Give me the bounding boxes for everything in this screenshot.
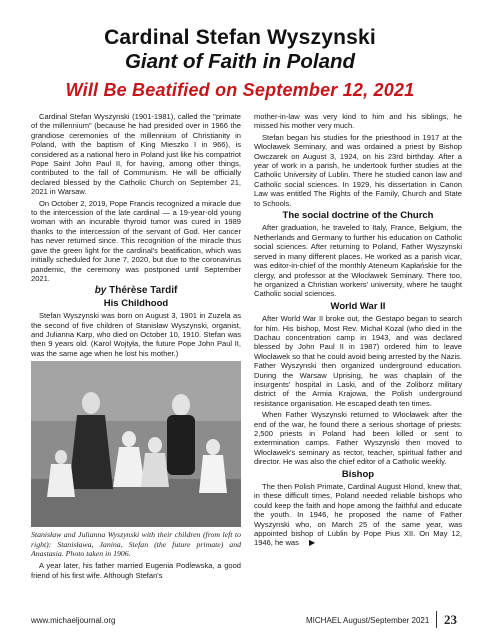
title-line-1: Cardinal Stefan Wyszynski (104, 26, 376, 49)
left-column (31, 112, 241, 582)
footer-divider (436, 611, 437, 628)
section-heading-social-doctrine: The social doctrine of the Church (282, 210, 434, 222)
footer-url: www.michaeljournal.org (31, 616, 116, 625)
right-paragraph-2: Stefan began his studies for the priesthood in 1917 at the Włocławek Seminary, and was ordained a priest by Bishop Owczarek on August 3, 1924, on his 23rd birthday. After a year of work in a parish, he undertook further studies at the Catholic University of Lublin. There he studied canon law and Catholic social sciences. In 1929, his dissertation in Canon Law was entitled The Rights of the Family, Church and State to Schools. (254, 132, 462, 208)
right-paragraph-3: After graduation, he traveled to Italy, France, Belgium, the Netherlands and Germany to further his education on Catholic social sciences. After returning to Poland, Father Wyszynski served in many different places. He worked as a parish vicar, was editor-in-chief of the monthly Ateneum Kapłańskie for the clergy, and professor at the Włocławek Seminary. There too, he organized a Christian workers' university, where he taught Catholic social sciences. (254, 223, 462, 299)
right-paragraph-4: After World War II broke out, the Gestapo began to search for him. His bishop, Most Rev. Michał Kozal (who died in the Dachau concentration camp in 1943, and was declared blessed by John Paul II in 1987) ordered him to leave Włocławek so that he could avoid being arrested by the Nazis. Father Wyszynski then organized underground education. During the Warsaw Uprising, he was chaplain of the insurgents' hospital in Laski, and of the Zoliborz military district of the Armia Krajowa, the Polish underground resistance organisation. He escaped death ten times. (254, 314, 462, 408)
left-paragraph-2: On October 2, 2019, Pope Francis recognized a miracle due to the intercession of the late cardinal — a 19-year-old young woman with an incurable thyroid tumor was cured in 1989 thanks to the intercession of the servant of God. Her cancer has never returned since. This recognition of the miracle thus gave the green light for the cardinal's beatification, which was initially scheduled for June 7, 2020, but due to the coronavirus pandemic, the ceremony was postponed until September 2021. (31, 198, 241, 283)
family-photo (31, 361, 241, 527)
left-paragraph-3: Stefan Wyszynski was born on August 3, 1901 in Zuzela as the second of five children of Stanisław Wyszynski, organist, and Julianna Karp, who died on October 10, 1910. Stefan was then 9 years old. (Karol Wojtyła, the future Pope John Paul II, was the same age when he lost his mother.) (31, 311, 241, 358)
photo-caption: Stanisław and Julianna Wyszynski with their children (from left to right): Stanisława, Janina, Stefan (the future primate) and Anastasia. Photo taken in 1906. (31, 530, 241, 558)
footer-magazine: MICHAEL August/September 2021 (306, 616, 430, 625)
author-name: Thérèse Tardif (109, 285, 178, 297)
section-heading-childhood: His Childhood (103, 297, 169, 309)
title-line-3: Will Be Beatified on September 12, 2021 (65, 80, 415, 100)
right-paragraph-5: When Father Wyszynski returned to Włocławek after the end of the war, he found there a serious shortage of priests: 2,500 priests in Poland had been killed or sent to extermination camps. Father Wyszynski then moved to Włocławek's seminary as rector, teacher, spiritual father and director. He was also the chief editor of a Catholic weekly. (254, 410, 462, 467)
right-paragraph-1: mother-in-law was very kind to him and his siblings, he missed his mother very much. (254, 112, 462, 131)
section-heading-world-war-ii: World War II (330, 300, 386, 312)
page-number: 23 (444, 612, 457, 627)
family-photo-illustration (31, 361, 241, 527)
left-paragraph-1: Cardinal Stefan Wyszynski (1901-1981), called the "primate of the millennium" (because he had presided over in 1966 the grandiose ceremonies of the millennium of Christianity in Poland, with the baptism of King Mieszko I in 966), is considered as a national hero in Poland just like his compatriot Pope Saint John Paul II, for having, among other things, contributed to the fall of Communism. He will be officially declared blessed by the Catholic Church on September 21, 2021 in Warsaw. (31, 112, 241, 197)
byline (31, 286, 241, 295)
title-line-2: Giant of Faith in Poland (124, 50, 356, 73)
continue-arrow-icon: ▶ (309, 538, 316, 548)
byline-prefix: by (94, 285, 107, 297)
right-paragraph-6-text: The then Polish Primate, Cardinal August Hlond, knew that, in these difficult times, Poland needed reliable bishops who could keep the faith and hope among the faithful and educate the youth. In 1946, he proposed the name of Father Wyszynski who, on March 25 of the same year, was appointed bishop of Lublin by Pope Pius XII. On May 12, 1946, he was (254, 482, 462, 548)
left-paragraph-4: A year later, his father married Eugenia Podlewska, a good friend of his first wife. Although Stefan's (31, 561, 241, 580)
section-heading-bishop: Bishop (341, 468, 375, 480)
right-paragraph-6 (254, 482, 462, 548)
right-column (254, 112, 462, 550)
